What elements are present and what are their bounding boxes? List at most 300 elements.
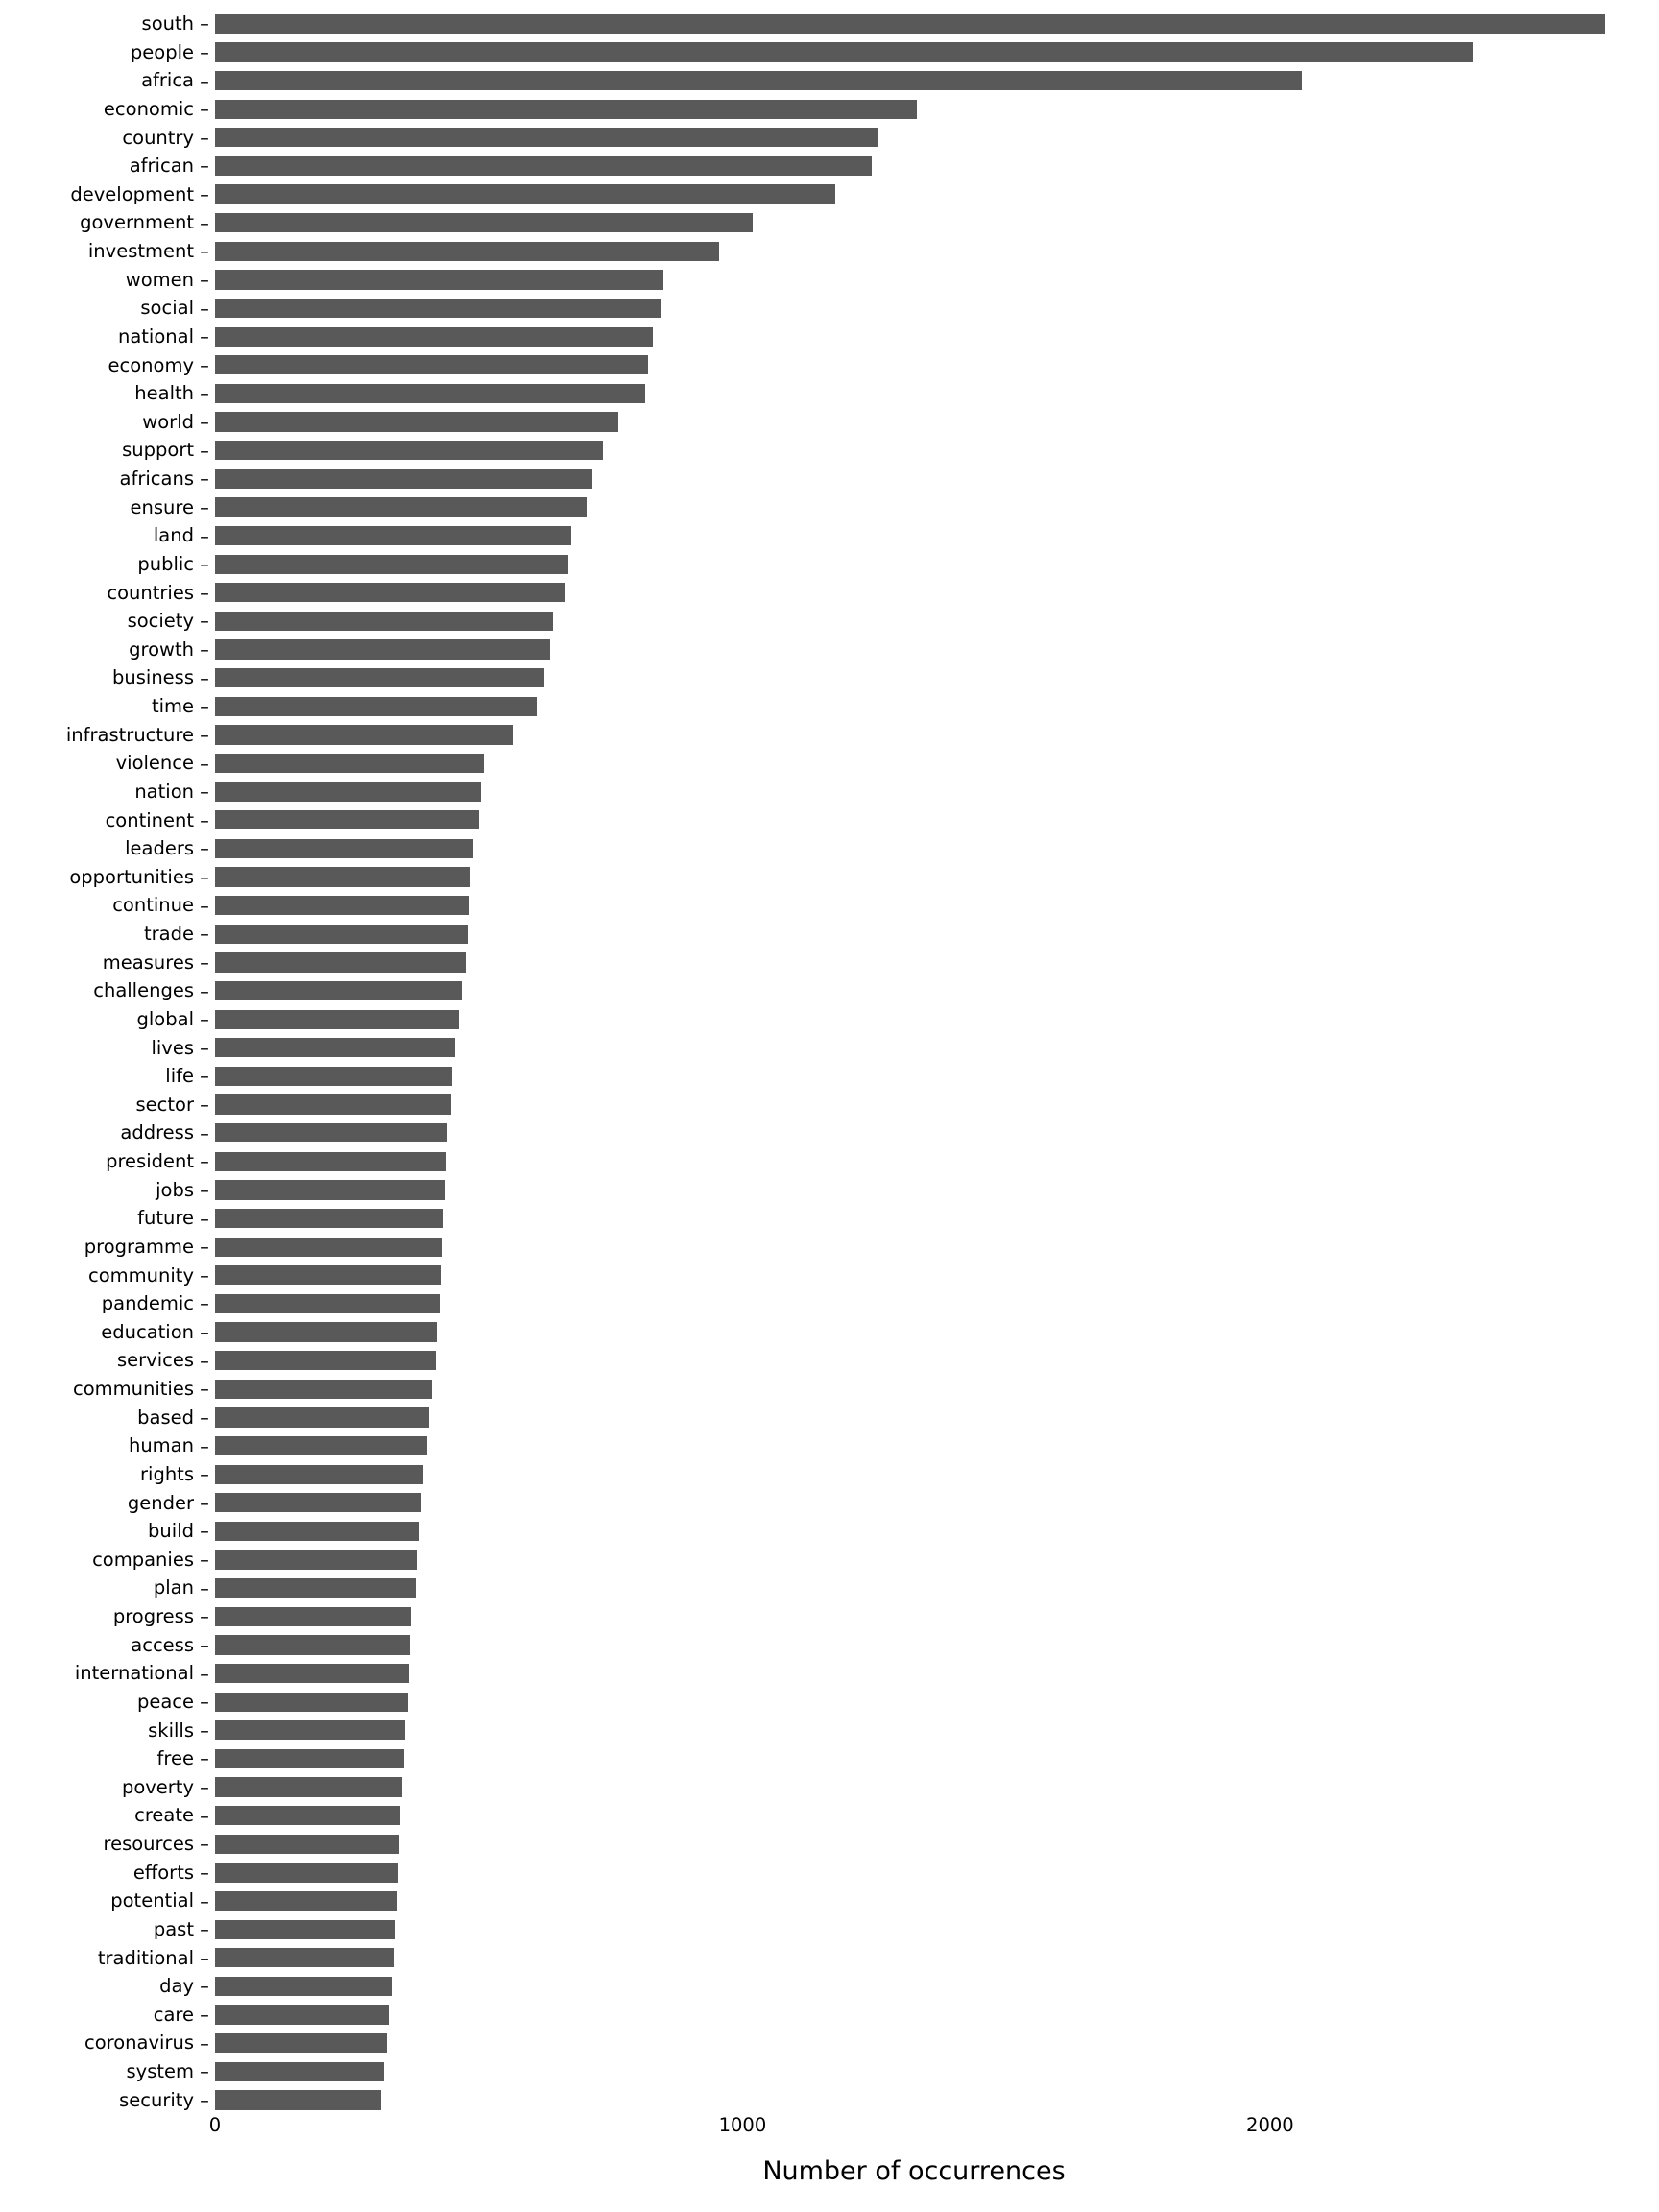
bar-international xyxy=(215,1664,409,1683)
y-axis-tick-mark-icon: – xyxy=(200,837,209,860)
y-axis-tick-mark-icon: – xyxy=(200,1406,209,1429)
bar-peace xyxy=(215,1693,408,1712)
y-axis-tick-mark-icon: – xyxy=(200,1549,209,1572)
y-axis-tick-challenges xyxy=(0,976,215,1005)
bar-row xyxy=(215,379,1613,408)
bar-row xyxy=(215,152,1613,180)
bar-build xyxy=(215,1522,419,1541)
y-axis-tick-label: community xyxy=(88,1263,194,1286)
y-axis-tick-mark-icon: – xyxy=(200,781,209,804)
y-axis-tick-mark-icon: – xyxy=(200,1008,209,1031)
y-axis-tick-mark-icon: – xyxy=(200,553,209,576)
y-axis-tick-countries xyxy=(0,579,215,608)
y-axis-tick-mark-icon: – xyxy=(200,268,209,291)
y-axis-tick-label: measures xyxy=(102,950,194,974)
y-axis-tick-label: trade xyxy=(144,923,194,946)
y-axis-tick-label: africans xyxy=(119,468,194,491)
bar-traditional xyxy=(215,1948,394,1967)
y-axis-tick-address xyxy=(0,1118,215,1147)
y-axis-tick-society xyxy=(0,607,215,636)
y-axis-tick-label: global xyxy=(136,1007,194,1030)
bar-row xyxy=(215,1887,1613,1915)
y-axis-tick-mark-icon: – xyxy=(200,923,209,946)
bar-social xyxy=(215,299,661,318)
y-axis-tick-community xyxy=(0,1262,215,1290)
y-axis-tick-violence xyxy=(0,749,215,778)
bar-row xyxy=(215,95,1613,124)
y-axis-tick-label: jobs xyxy=(156,1178,194,1201)
y-axis-tick-access xyxy=(0,1631,215,1660)
y-axis-tick-label: president xyxy=(106,1150,194,1173)
x-axis-ticks xyxy=(208,2114,1613,2152)
y-axis-tick-international xyxy=(0,1659,215,1688)
bar-violence xyxy=(215,754,484,773)
y-axis-tick-efforts xyxy=(0,1859,215,1887)
y-axis-tick-label: africa xyxy=(141,69,194,92)
y-axis-tick-peace xyxy=(0,1688,215,1717)
y-axis-tick-mark-icon: – xyxy=(200,752,209,775)
y-axis-tick-mark-icon: – xyxy=(200,1918,209,1941)
y-axis-tick-human xyxy=(0,1431,215,1460)
y-axis-tick-country xyxy=(0,124,215,153)
y-axis-tick-mark-icon: – xyxy=(200,1036,209,1059)
bar-rights xyxy=(215,1465,423,1484)
bar-row xyxy=(215,1346,1613,1375)
y-axis-tick-mark-icon: – xyxy=(200,126,209,149)
y-axis-tick-mark-icon: – xyxy=(200,155,209,178)
y-axis-tick-companies xyxy=(0,1546,215,1575)
y-axis-tick-label: society xyxy=(127,610,194,633)
bar-create xyxy=(215,1806,400,1825)
y-axis-tick-time xyxy=(0,692,215,721)
bar-row xyxy=(215,607,1613,636)
bar-row xyxy=(215,1489,1613,1518)
y-axis-tick-gender xyxy=(0,1489,215,1518)
bar-measures xyxy=(215,952,466,972)
y-axis-tick-label: sector xyxy=(135,1093,194,1116)
y-axis-tick-label: day xyxy=(159,1975,194,1998)
x-axis-tick-label: 1000 xyxy=(718,2114,767,2136)
bar-row xyxy=(215,834,1613,863)
y-axis-tick-africans xyxy=(0,465,215,493)
y-axis-tick-label: communities xyxy=(73,1378,194,1401)
bar-people xyxy=(215,42,1473,61)
bar-row xyxy=(215,778,1613,806)
bar-row xyxy=(215,2057,1613,2086)
y-axis-tick-label: progress xyxy=(112,1605,194,1628)
bar-africans xyxy=(215,469,592,489)
y-axis-tick-label: economic xyxy=(103,97,194,120)
y-axis-tick-mark-icon: – xyxy=(200,695,209,718)
y-axis-tick-label: people xyxy=(130,40,194,63)
y-axis-tick-label: health xyxy=(134,382,194,405)
y-axis-tick-label: services xyxy=(116,1349,194,1372)
bar-continue xyxy=(215,896,469,915)
bar-row xyxy=(215,208,1613,237)
bar-resources xyxy=(215,1835,399,1854)
bar-rows xyxy=(215,10,1613,2114)
y-axis-tick-mark-icon: – xyxy=(200,468,209,491)
bar-efforts xyxy=(215,1863,398,1882)
bar-row xyxy=(215,1118,1613,1147)
y-axis-tick-mark-icon: – xyxy=(200,638,209,661)
bar-row xyxy=(215,1460,1613,1489)
y-axis-tick-ensure xyxy=(0,493,215,522)
y-axis-tick-label: programme xyxy=(84,1235,194,1258)
bar-row xyxy=(215,1972,1613,2001)
bar-row xyxy=(215,920,1613,949)
bar-potential xyxy=(215,1891,397,1911)
y-axis-tick-mark-icon: – xyxy=(200,2060,209,2083)
bar-row xyxy=(215,949,1613,977)
y-axis-tick-support xyxy=(0,436,215,465)
y-axis-tick-day xyxy=(0,1972,215,2001)
y-axis-tick-label: efforts xyxy=(132,1861,194,1884)
bar-row xyxy=(215,10,1613,38)
bar-challenges xyxy=(215,981,462,1000)
x-axis-tick-label: 2000 xyxy=(1246,2114,1294,2136)
y-axis-tick-label: world xyxy=(142,410,194,433)
x-axis-title: Number of occurrences xyxy=(762,2156,1066,2186)
y-axis-tick-programme xyxy=(0,1233,215,1262)
bar-row xyxy=(215,1574,1613,1602)
y-axis-tick-label: continent xyxy=(105,808,194,831)
bar-row xyxy=(215,351,1613,380)
bar-row xyxy=(215,180,1613,209)
bar-row xyxy=(215,806,1613,835)
y-axis-tick-label: gender xyxy=(127,1491,194,1514)
y-axis-tick-mark-icon: – xyxy=(200,325,209,349)
bar-row xyxy=(215,663,1613,692)
y-axis-tick-label: education xyxy=(101,1320,194,1343)
y-axis-tick-mark-icon: – xyxy=(200,666,209,689)
y-axis-tick-label: development xyxy=(70,182,194,205)
bar-society xyxy=(215,612,553,631)
y-axis-tick-label: lives xyxy=(151,1036,194,1059)
bar-address xyxy=(215,1123,447,1142)
bar-care xyxy=(215,2005,389,2024)
bar-country xyxy=(215,128,878,147)
bar-row xyxy=(215,1005,1613,1034)
y-axis-tick-continent xyxy=(0,806,215,835)
y-axis-tick-label: free xyxy=(156,1747,194,1770)
bar-row xyxy=(215,493,1613,522)
bar-programme xyxy=(215,1238,442,1257)
bar-row xyxy=(215,1688,1613,1717)
y-axis-tick-mark-icon: – xyxy=(200,1946,209,1969)
bar-row xyxy=(215,1717,1613,1745)
y-axis-tick-mark-icon: – xyxy=(200,1178,209,1201)
bar-row xyxy=(215,721,1613,750)
y-axis-tick-mark-icon: – xyxy=(200,1236,209,1259)
bar-row xyxy=(215,1773,1613,1802)
bar-president xyxy=(215,1152,446,1171)
y-axis-tick-label: international xyxy=(74,1662,194,1685)
y-axis-tick-infrastructure xyxy=(0,721,215,750)
y-axis-tick-mark-icon: – xyxy=(200,1747,209,1770)
bar-leaders xyxy=(215,839,473,858)
y-axis-tick-mark-icon: – xyxy=(200,1975,209,1998)
y-axis-tick-mark-icon: – xyxy=(200,1491,209,1514)
y-axis-tick-mark-icon: – xyxy=(200,1861,209,1884)
y-axis-tick-label: future xyxy=(137,1207,194,1230)
y-axis-tick-health xyxy=(0,379,215,408)
y-axis-tick-mark-icon: – xyxy=(200,1463,209,1486)
bar-health xyxy=(215,384,645,403)
bar-time xyxy=(215,697,537,716)
bar-sector xyxy=(215,1094,451,1114)
y-axis-tick-mark-icon: – xyxy=(200,1605,209,1628)
bar-row xyxy=(215,66,1613,95)
y-axis-tick-jobs xyxy=(0,1176,215,1205)
y-axis-tick-label: nation xyxy=(134,780,194,803)
y-axis-tick-mark-icon: – xyxy=(200,1833,209,1856)
bar-row xyxy=(215,1404,1613,1432)
y-axis-tick-label: access xyxy=(131,1633,194,1656)
y-axis-tick-mark-icon: – xyxy=(200,2088,209,2111)
bar-row xyxy=(215,1062,1613,1091)
y-axis-tick-security xyxy=(0,2086,215,2115)
y-axis-tick-mark-icon: – xyxy=(200,1889,209,1912)
bar-row xyxy=(215,1375,1613,1404)
y-axis-tick-label: poverty xyxy=(121,1775,194,1798)
y-axis-tick-south xyxy=(0,10,215,38)
bar-row xyxy=(215,1147,1613,1176)
bar-past xyxy=(215,1920,395,1939)
y-axis-tick-economic xyxy=(0,95,215,124)
y-axis-tick-future xyxy=(0,1204,215,1233)
bar-row xyxy=(215,1318,1613,1347)
y-axis-tick-label: public xyxy=(137,552,194,575)
bar-row xyxy=(215,1944,1613,1973)
bar-row xyxy=(215,976,1613,1005)
y-axis-tick-label: potential xyxy=(110,1889,194,1912)
bar-infrastructure xyxy=(215,725,513,744)
y-axis-tick-national xyxy=(0,323,215,351)
y-axis-tick-world xyxy=(0,408,215,437)
y-axis-tick-label: human xyxy=(128,1434,194,1457)
bar-row xyxy=(215,1546,1613,1575)
bar-progress xyxy=(215,1607,411,1626)
y-axis-tick-mark-icon: – xyxy=(200,1378,209,1401)
y-axis-tick-trade xyxy=(0,920,215,949)
y-axis-tick-education xyxy=(0,1318,215,1347)
y-axis-tick-skills xyxy=(0,1717,215,1745)
bar-row xyxy=(215,891,1613,920)
bar-row xyxy=(215,550,1613,579)
y-axis-tick-label: skills xyxy=(148,1719,194,1742)
y-axis-tick-women xyxy=(0,266,215,295)
bar-row xyxy=(215,1859,1613,1887)
bar-continent xyxy=(215,810,479,830)
bar-row xyxy=(215,749,1613,778)
y-axis-tick-label: peace xyxy=(136,1690,194,1713)
bar-row xyxy=(215,1744,1613,1773)
y-axis-tick-mark-icon: – xyxy=(200,524,209,547)
bar-companies xyxy=(215,1550,417,1569)
y-axis-tick-label: country xyxy=(122,126,194,149)
y-axis-tick-label: land xyxy=(153,524,194,547)
bar-education xyxy=(215,1322,437,1341)
y-axis-tick-create xyxy=(0,1801,215,1830)
bar-countries xyxy=(215,583,565,602)
y-axis-tick-label: investment xyxy=(87,240,194,263)
bar-world xyxy=(215,412,618,431)
y-axis-tick-label: national xyxy=(117,325,194,348)
bar-investment xyxy=(215,242,719,261)
bar-row xyxy=(215,521,1613,550)
y-axis-tick-pandemic xyxy=(0,1289,215,1318)
y-axis-tick-nation xyxy=(0,778,215,806)
y-axis-tick-mark-icon: – xyxy=(200,1576,209,1599)
y-axis-tick-social xyxy=(0,294,215,323)
y-axis-tick-label: social xyxy=(140,297,194,320)
y-axis-tick-label: business xyxy=(112,666,194,689)
y-axis-tick-label: life xyxy=(165,1065,194,1088)
bar-row xyxy=(215,1034,1613,1063)
y-axis-tick-mark-icon: – xyxy=(200,1434,209,1457)
bar-row xyxy=(215,237,1613,266)
y-axis-tick-president xyxy=(0,1147,215,1176)
bar-row xyxy=(215,636,1613,664)
y-axis-tick-label: rights xyxy=(140,1462,194,1485)
bar-row xyxy=(215,1233,1613,1262)
y-axis-tick-investment xyxy=(0,237,215,266)
bar-coronavirus xyxy=(215,2033,387,2053)
bar-nation xyxy=(215,782,481,802)
y-axis-tick-label: african xyxy=(129,155,194,178)
bar-based xyxy=(215,1407,429,1427)
bar-gender xyxy=(215,1493,421,1512)
y-axis-tick-mark-icon: – xyxy=(200,98,209,121)
y-axis-tick-mark-icon: – xyxy=(200,211,209,234)
bar-access xyxy=(215,1635,410,1654)
y-axis-tick-label: challenges xyxy=(93,979,194,1002)
y-axis-tick-mark-icon: – xyxy=(200,1094,209,1117)
y-axis-tick-label: traditional xyxy=(97,1946,194,1969)
y-axis-tick-africa xyxy=(0,66,215,95)
bar-national xyxy=(215,327,653,347)
bar-south xyxy=(215,14,1605,34)
y-axis-tick-mark-icon: – xyxy=(200,1719,209,1742)
y-axis-tick-coronavirus xyxy=(0,2029,215,2057)
bar-services xyxy=(215,1351,436,1370)
y-axis-labels xyxy=(0,10,215,2114)
bar-opportunities xyxy=(215,867,470,886)
y-axis-tick-system xyxy=(0,2057,215,2086)
bar-row xyxy=(215,863,1613,892)
y-axis-tick-mark-icon: – xyxy=(200,808,209,831)
bar-row xyxy=(215,323,1613,351)
y-axis-tick-mark-icon: – xyxy=(200,979,209,1002)
bar-women xyxy=(215,270,663,289)
bar-row xyxy=(215,1659,1613,1688)
bar-communities xyxy=(215,1380,432,1399)
y-axis-tick-label: past xyxy=(153,1917,194,1940)
y-axis-tick-mark-icon: – xyxy=(200,1065,209,1088)
bar-security xyxy=(215,2090,381,2109)
bar-africa xyxy=(215,71,1302,90)
bar-community xyxy=(215,1265,441,1285)
y-axis-tick-people xyxy=(0,38,215,67)
y-axis-tick-poverty xyxy=(0,1773,215,1802)
y-axis-tick-label: opportunities xyxy=(69,865,194,888)
y-axis-tick-label: women xyxy=(125,268,194,291)
bar-row xyxy=(215,1204,1613,1233)
bar-skills xyxy=(215,1720,405,1740)
plot-area xyxy=(215,10,1613,2114)
y-axis-tick-care xyxy=(0,2001,215,2030)
y-axis-tick-development xyxy=(0,180,215,209)
y-axis-tick-growth xyxy=(0,636,215,664)
y-axis-tick-mark-icon: – xyxy=(200,1321,209,1344)
bar-row xyxy=(215,436,1613,465)
bar-future xyxy=(215,1209,443,1228)
bar-row xyxy=(215,465,1613,493)
y-axis-tick-mark-icon: – xyxy=(200,950,209,974)
y-axis-tick-label: time xyxy=(151,695,194,718)
y-axis-tick-label: leaders xyxy=(125,837,194,860)
y-axis-tick-label: plan xyxy=(153,1576,194,1599)
bar-life xyxy=(215,1067,452,1086)
y-axis-tick-based xyxy=(0,1404,215,1432)
bar-row xyxy=(215,294,1613,323)
bar-land xyxy=(215,526,571,545)
y-axis-tick-mark-icon: – xyxy=(200,40,209,63)
y-axis-tick-label: based xyxy=(137,1406,194,1429)
bar-system xyxy=(215,2062,384,2081)
y-axis-tick-label: security xyxy=(119,2088,194,2111)
y-axis-tick-business xyxy=(0,663,215,692)
y-axis-tick-plan xyxy=(0,1574,215,1602)
y-axis-tick-label: support xyxy=(122,439,194,462)
y-axis-tick-mark-icon: – xyxy=(200,1662,209,1685)
y-axis-tick-mark-icon: – xyxy=(200,2004,209,2027)
bar-row xyxy=(215,1915,1613,1944)
bar-government xyxy=(215,213,753,232)
y-axis-tick-mark-icon: – xyxy=(200,1349,209,1372)
bar-row xyxy=(215,579,1613,608)
bar-business xyxy=(215,668,544,687)
y-axis-tick-label: resources xyxy=(103,1833,194,1856)
y-axis-tick-mark-icon: – xyxy=(200,866,209,889)
y-axis-tick-mark-icon: – xyxy=(200,2032,209,2055)
y-axis-tick-mark-icon: – xyxy=(200,353,209,376)
y-axis-tick-label: pandemic xyxy=(101,1292,194,1315)
y-axis-tick-public xyxy=(0,550,215,579)
y-axis-tick-mark-icon: – xyxy=(200,439,209,462)
bar-day xyxy=(215,1977,392,1996)
y-axis-tick-mark-icon: – xyxy=(200,1804,209,1827)
bar-row xyxy=(215,124,1613,153)
y-axis-tick-mark-icon: – xyxy=(200,723,209,746)
y-axis-tick-potential xyxy=(0,1887,215,1915)
y-axis-tick-label: care xyxy=(153,2003,194,2026)
bar-public xyxy=(215,555,568,574)
y-axis-tick-continue xyxy=(0,891,215,920)
y-axis-tick-mark-icon: – xyxy=(200,610,209,633)
bar-free xyxy=(215,1749,404,1768)
bar-global xyxy=(215,1010,459,1029)
y-axis-tick-mark-icon: – xyxy=(200,69,209,92)
y-axis-tick-label: growth xyxy=(129,637,194,661)
bar-african xyxy=(215,156,872,176)
y-axis-tick-traditional xyxy=(0,1944,215,1973)
bar-row xyxy=(215,1091,1613,1119)
y-axis-tick-label: create xyxy=(134,1804,194,1827)
bar-lives xyxy=(215,1038,455,1057)
bar-ensure xyxy=(215,497,587,517)
